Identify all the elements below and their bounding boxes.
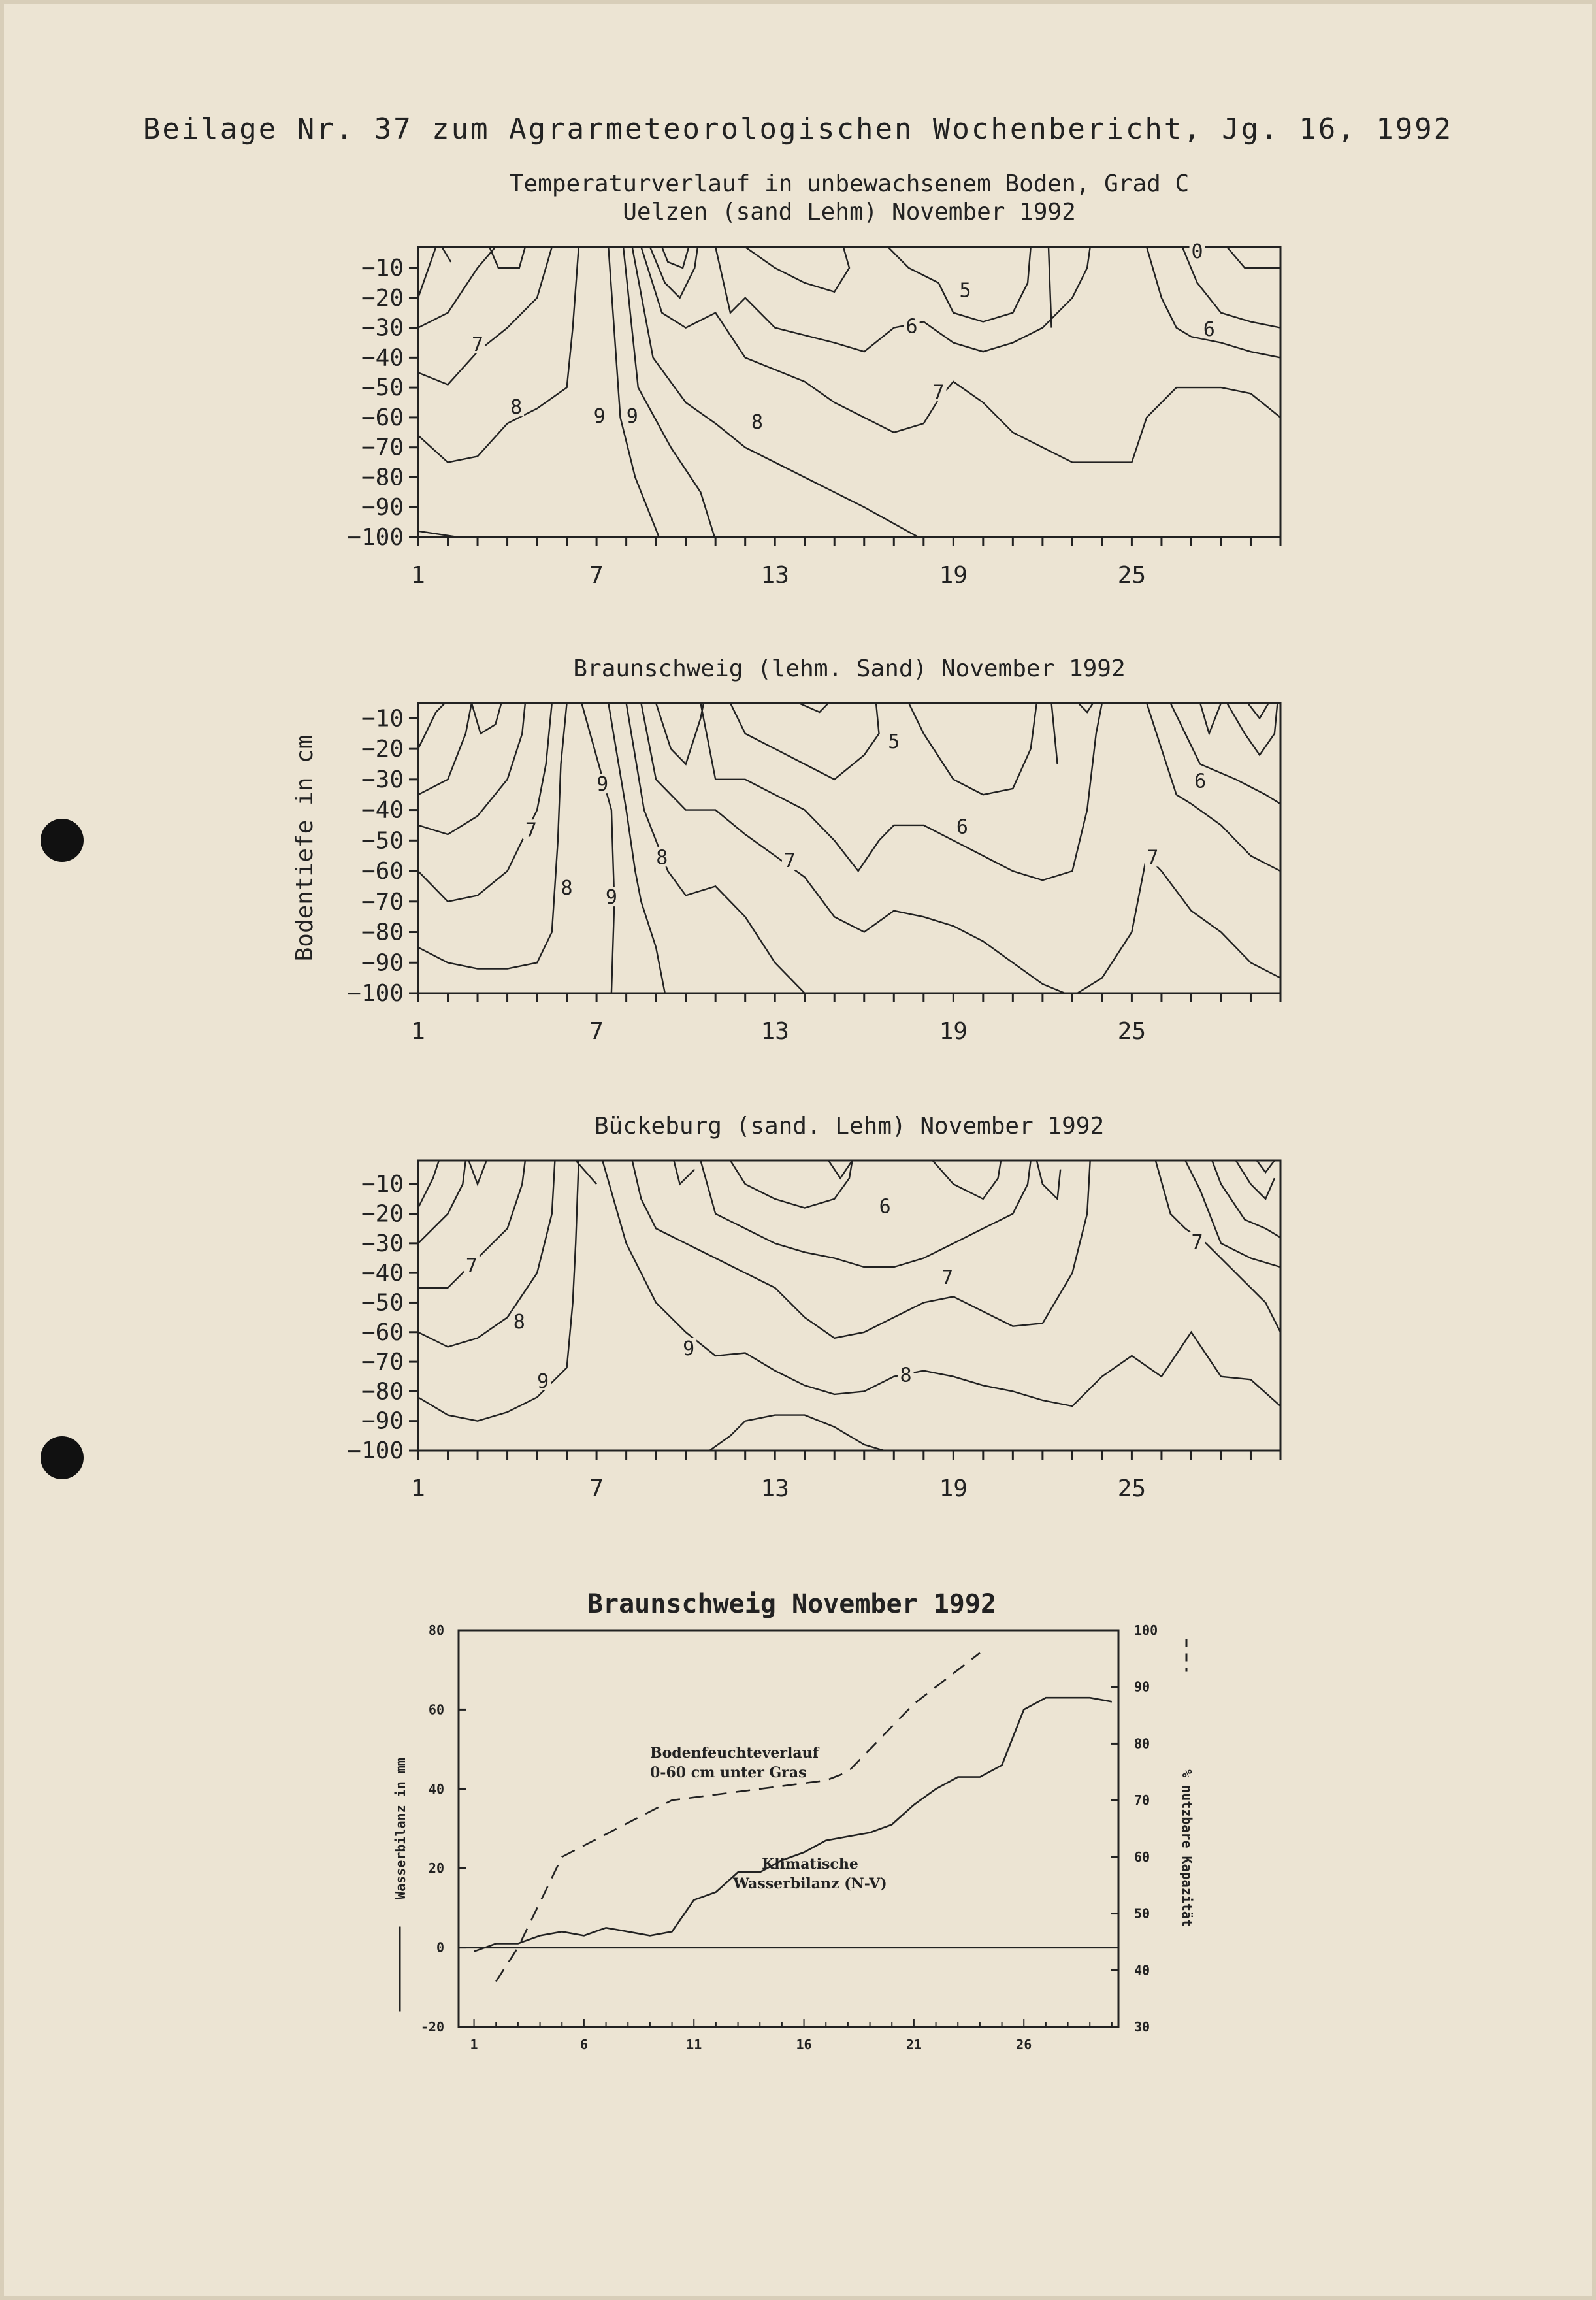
isoline-12	[828, 1160, 853, 1178]
x-tick-label: 19	[939, 562, 968, 589]
water-balance-label: Wasserbilanz (N-V)	[733, 1875, 887, 1892]
x-tick-label: 26	[1016, 2037, 1032, 2052]
x-tick-label: 19	[939, 1018, 968, 1045]
isoline-1	[418, 1160, 555, 1347]
chart-title: Braunschweig (lehm. Sand) November 1992	[573, 655, 1126, 682]
y-tick-label: −50	[361, 374, 404, 402]
y2-tick-label: 80	[1134, 1735, 1150, 1752]
y-tick-label: −70	[361, 888, 404, 915]
y-tick-label: −50	[361, 1289, 404, 1317]
water-balance-chart	[0, 1568, 1596, 2052]
contour-label: 8	[510, 396, 523, 419]
isoline-11	[700, 703, 1102, 880]
contour-label: 6	[905, 315, 918, 338]
y-tick-label: −100	[347, 980, 404, 1007]
y-tick-label: 80	[428, 1622, 444, 1638]
isoline-9	[632, 247, 924, 540]
y2-tick-label: 60	[1134, 1848, 1150, 1865]
isoline-13	[799, 703, 829, 712]
y-tick-label: −100	[347, 1438, 404, 1464]
contour-label: 5	[888, 730, 900, 753]
y-tick-label: −80	[361, 919, 404, 946]
isoline-8	[623, 247, 715, 540]
y-tick-label: −40	[361, 797, 404, 824]
isoline-2	[418, 703, 525, 834]
contour-label: 6	[1203, 318, 1215, 342]
contour-label: 7	[1191, 1230, 1203, 1254]
isoline-14	[1037, 1160, 1060, 1199]
y-tick-label: −30	[361, 766, 404, 793]
isoline-19	[1227, 247, 1280, 268]
isoline-10	[700, 1160, 1030, 1267]
y-tick-label: −80	[361, 464, 404, 491]
isoline-15	[709, 1415, 894, 1454]
isoline-12	[730, 703, 879, 780]
x-tick-label: 11	[686, 2037, 702, 2052]
isoline-14	[745, 247, 849, 292]
isoline-18	[1171, 703, 1280, 804]
y-tick-label: 20	[428, 1860, 444, 1877]
y-tick-label: −70	[361, 434, 404, 461]
y-tick-label: 60	[428, 1701, 444, 1718]
y-tick-label: −60	[361, 1319, 404, 1346]
y-tick-label: 40	[428, 1781, 444, 1797]
y-tick-label: 0	[436, 1939, 444, 1956]
x-tick-label: 19	[939, 1475, 968, 1502]
y-tick-label: −30	[361, 1230, 404, 1257]
contour-label: 0	[1191, 240, 1203, 264]
soil-moisture-label: Bodenfeuchteverlauf	[650, 1745, 819, 1762]
y-tick-label: −90	[361, 1407, 404, 1435]
y-tick-label: −60	[361, 404, 404, 431]
chart-title: Temperaturverlauf in unbewachsenem Boden, Grad C	[509, 171, 1190, 197]
isoline-16	[1049, 247, 1052, 328]
y-tick-label: −80	[361, 1378, 404, 1405]
isoline-6	[581, 703, 614, 993]
x-tick-label: 13	[760, 562, 789, 589]
isoline-6	[489, 247, 525, 268]
isoline-12	[662, 247, 689, 268]
isoline-11	[650, 247, 698, 298]
y2-tick-label: 30	[1134, 2019, 1150, 2035]
isoline-5	[468, 1160, 486, 1184]
y2-tick-label: 50	[1134, 1905, 1150, 1922]
isoline-16	[1156, 1160, 1280, 1332]
contour-label: 6	[879, 1195, 891, 1219]
isoline-4	[418, 1160, 439, 1208]
y-tick-label: −90	[361, 494, 404, 521]
y-tick-label: −20	[361, 1200, 404, 1228]
isoline-21	[1248, 703, 1269, 718]
isoline-5	[472, 703, 502, 734]
isoline-9	[674, 1160, 694, 1184]
isoline-3	[418, 1160, 466, 1243]
contour-label: 9	[537, 1370, 549, 1393]
y-tick-label: −10	[361, 255, 404, 282]
y-tick-label: −90	[361, 949, 404, 977]
y2-tick-label: 90	[1134, 1679, 1150, 1695]
x-tick-label: 1	[470, 2037, 478, 2052]
contour-label: 9	[683, 1337, 695, 1360]
isoline-2	[418, 247, 552, 385]
isoline-8	[627, 703, 805, 993]
isoline-4	[418, 703, 445, 749]
x-tick-label: 7	[589, 1018, 604, 1045]
x-tick-label: 7	[589, 1475, 604, 1502]
isoline-20	[1227, 703, 1277, 755]
contour-label: 8	[900, 1364, 912, 1387]
contour-label: 9	[593, 404, 606, 428]
isoline-3	[418, 703, 472, 795]
x-tick-label: 21	[905, 2037, 922, 2052]
isoline-5	[442, 247, 451, 262]
chart-title: Bückeburg (sand. Lehm) November 1992	[594, 1113, 1105, 1140]
isoline-19	[1200, 703, 1221, 734]
contour-label: 8	[513, 1311, 525, 1334]
contour-chart-braunschweig	[0, 653, 1596, 1059]
contour-label: 7	[525, 819, 537, 842]
isoline-9	[641, 703, 1280, 996]
contour-label: 5	[959, 279, 971, 303]
isoline-8	[632, 1160, 1090, 1338]
y2-tick-label: 40	[1134, 1962, 1150, 1979]
isoline-20	[1257, 1160, 1275, 1172]
y-axis-label: Bodentiefe in cm	[291, 734, 318, 962]
y-tick-label: −10	[361, 705, 404, 732]
isoline-16	[1079, 703, 1094, 712]
x-tick-label: 1	[411, 1475, 425, 1502]
y-tick-label: −40	[361, 344, 404, 372]
y-tick-label: −60	[361, 858, 404, 885]
y-tick-label: −70	[361, 1349, 404, 1376]
water-balance-line	[474, 1698, 1112, 1952]
isoline-1	[418, 247, 579, 463]
chart-title: Braunschweig November 1992	[587, 1589, 997, 1619]
contour-label: 7	[465, 1255, 478, 1278]
contour-label: 7	[472, 333, 484, 357]
y-tick-label: −100	[347, 524, 404, 551]
contour-chart-bueckeburg	[0, 1111, 1596, 1516]
chart-subtitle: Uelzen (sand Lehm) November 1992	[623, 199, 1076, 225]
y-axis-label: Wasserbilanz in mm	[393, 1758, 408, 1899]
x-tick-label: 13	[760, 1018, 789, 1045]
isoline-0	[418, 703, 567, 969]
contour-label: 9	[605, 886, 617, 910]
x-tick-label: 25	[1117, 562, 1147, 589]
contour-label: 7	[941, 1266, 954, 1290]
contour-label: 8	[561, 877, 573, 900]
contour-label: 7	[1147, 846, 1159, 870]
plot-frame	[418, 247, 1280, 537]
isoline-1	[418, 703, 552, 902]
x-tick-label: 1	[411, 1018, 425, 1045]
y2-axis-label: % nutzbare Kapazität	[1179, 1769, 1195, 1927]
contour-label: 9	[596, 773, 609, 797]
y-tick-label: −10	[361, 1171, 404, 1198]
isoline-18	[1212, 1160, 1280, 1238]
soil-moisture-label: 0-60 cm unter Gras	[650, 1764, 807, 1781]
y-tick-label: −20	[361, 736, 404, 763]
isoline-10	[656, 703, 704, 764]
x-tick-label: 25	[1117, 1475, 1147, 1502]
x-tick-label: 1	[411, 562, 425, 589]
y2-tick-label: 70	[1134, 1792, 1150, 1809]
y-tick-label: -20	[420, 2019, 444, 2035]
isoline-13	[932, 1160, 1001, 1199]
plot-frame	[418, 1160, 1280, 1451]
y2-tick-label: 100	[1134, 1622, 1158, 1638]
y-tick-label: −30	[361, 314, 404, 342]
isoline-19	[1236, 1160, 1275, 1199]
x-tick-label: 16	[796, 2037, 812, 2052]
isoline-4	[418, 247, 436, 298]
plot-frame	[459, 1630, 1118, 2027]
water-balance-label: Klimatische	[762, 1856, 858, 1873]
contour-label: 9	[626, 404, 638, 428]
contour-label: 8	[656, 846, 668, 870]
isoline-3	[418, 247, 495, 328]
isoline-14	[909, 703, 1037, 795]
x-tick-label: 7	[589, 562, 604, 589]
isoline-0	[418, 1160, 579, 1421]
contour-label: 6	[956, 815, 968, 839]
contour-label: 7	[783, 849, 796, 873]
page-header: Beilage Nr. 37 zum Agrarmeteorologischen Wochenbericht, Jg. 16, 1992	[142, 112, 1454, 146]
x-tick-label: 25	[1117, 1018, 1147, 1045]
isoline-15	[1052, 703, 1058, 764]
contour-chart-uelzen	[0, 163, 1596, 608]
x-tick-label: 6	[579, 2037, 588, 2052]
isoline-17	[1147, 703, 1280, 871]
contour-label: 7	[932, 381, 945, 404]
x-tick-label: 13	[760, 1475, 789, 1502]
isoline-7	[608, 247, 659, 537]
y-tick-label: −50	[361, 827, 404, 855]
y-tick-label: −20	[361, 284, 404, 312]
contour-label: 6	[1194, 770, 1207, 793]
contour-label: 8	[751, 411, 763, 435]
y-tick-label: −40	[361, 1260, 404, 1287]
